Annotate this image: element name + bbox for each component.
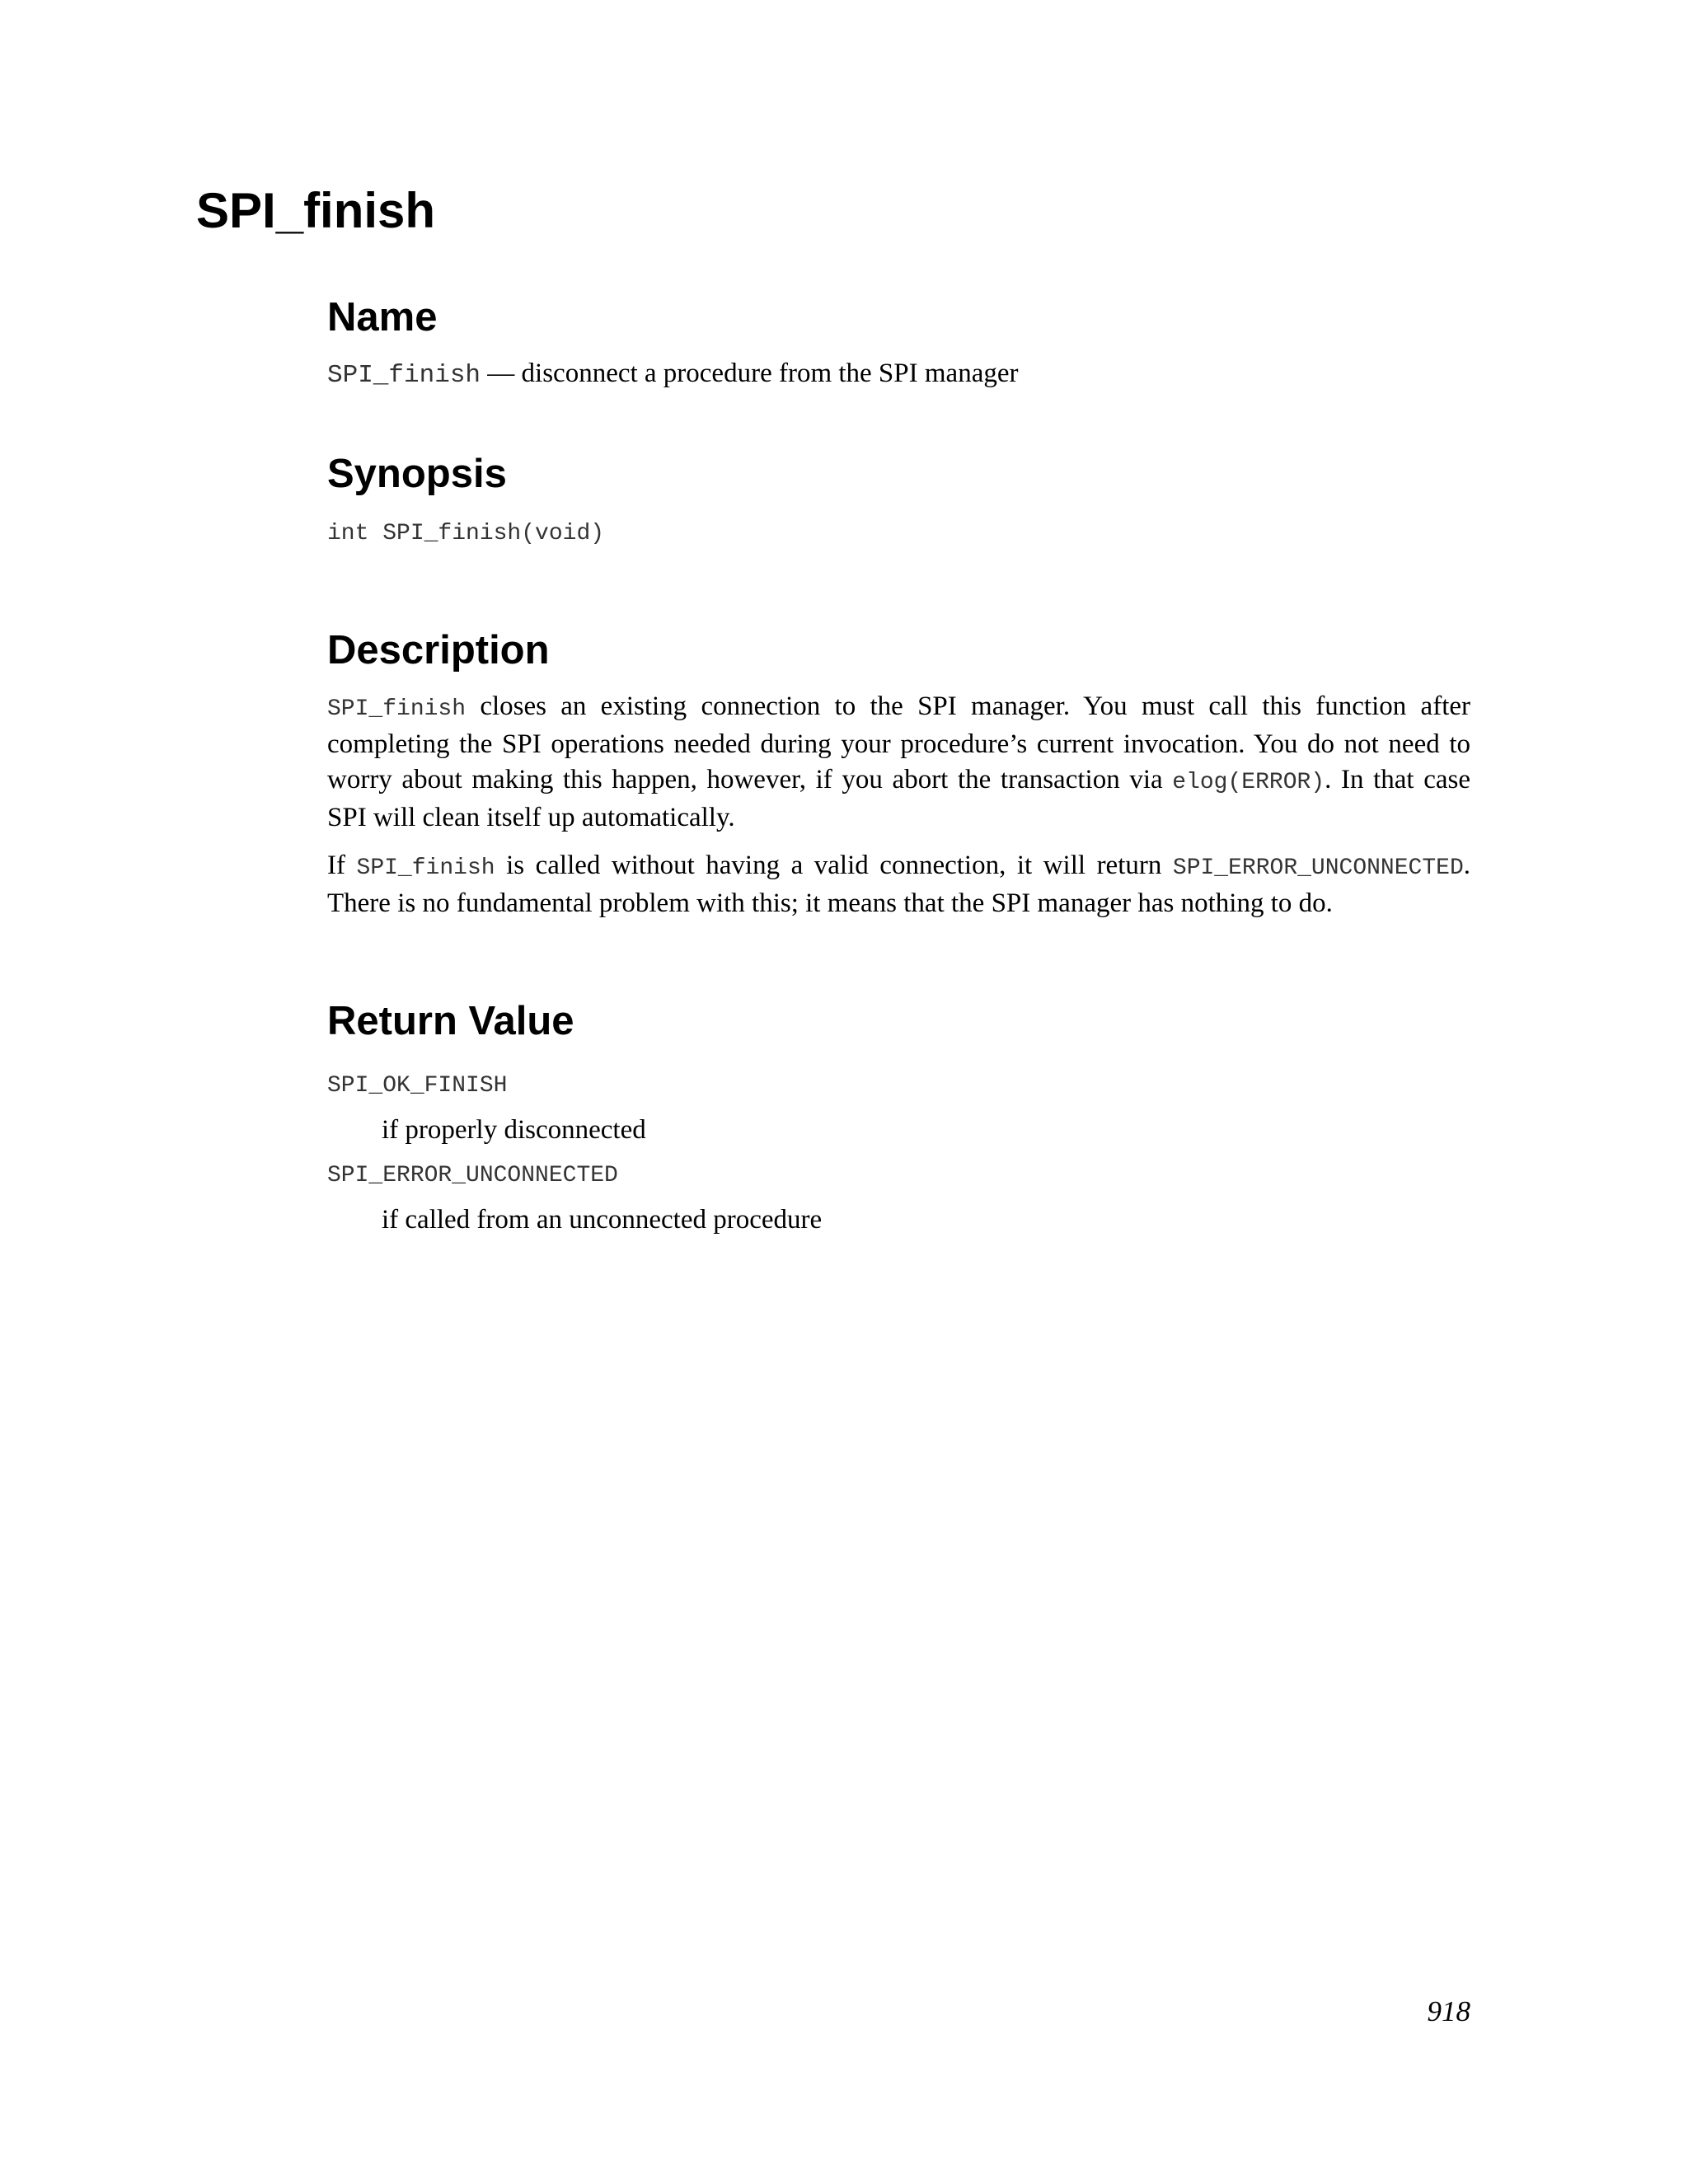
desc-p1-code-1: SPI_finish: [327, 696, 467, 722]
return-desc-error-unconnected: if called from an unconnected procedure: [382, 1205, 823, 1235]
synopsis-heading: Synopsis: [327, 452, 507, 496]
description-paragraph-2: [327, 848, 1470, 921]
description-heading: Description: [327, 628, 550, 673]
desc-p2-text-1: If: [327, 851, 357, 880]
return-term-error-unconnected: SPI_ERROR_UNCONNECTED: [327, 1163, 618, 1188]
synopsis-section: [327, 445, 1470, 551]
desc-p2-text-2: is called without having a valid connection, it will return: [495, 851, 1173, 880]
desc-p1-text-1: closes an existing connection to the SPI manager. You must call this function after completing the SPI operations needed during your procedure’s current invocation. You do not need to worry about making this happen, however, if you abort the transaction via: [327, 691, 1470, 794]
return-value-heading: Return Value: [327, 999, 574, 1043]
synopsis-code: int SPI_finish(void): [327, 521, 605, 546]
name-function: SPI_finish: [327, 361, 481, 390]
return-value-list: [327, 1070, 1470, 1238]
desc-p1-code-2: elog(ERROR): [1172, 770, 1325, 795]
desc-p2-text-3: . There is no fundamental problem with this; it means that the SPI manager has nothing to do.: [327, 851, 1470, 918]
desc-p1-text-2: . In that case SPI will clean itself up automatically.: [327, 765, 1470, 832]
description-paragraph-1: [327, 689, 1470, 836]
description-section: [327, 621, 1470, 921]
name-section: [327, 288, 1470, 393]
name-line: [327, 356, 1470, 393]
return-value-section: [327, 992, 1470, 1238]
desc-p2-code-2: SPI_ERROR_UNCONNECTED: [1172, 855, 1464, 881]
return-desc-ok-finish: if properly disconnected: [382, 1115, 646, 1145]
content-body: [327, 288, 1470, 1238]
name-heading: Name: [327, 295, 438, 340]
page-title: SPI_finish: [196, 183, 436, 238]
return-term-ok-finish: SPI_OK_FINISH: [327, 1073, 508, 1099]
page-number: 918: [1427, 1995, 1470, 2027]
desc-p2-code-1: SPI_finish: [356, 855, 495, 881]
name-summary: — disconnect a procedure from the SPI manager: [481, 359, 1019, 388]
